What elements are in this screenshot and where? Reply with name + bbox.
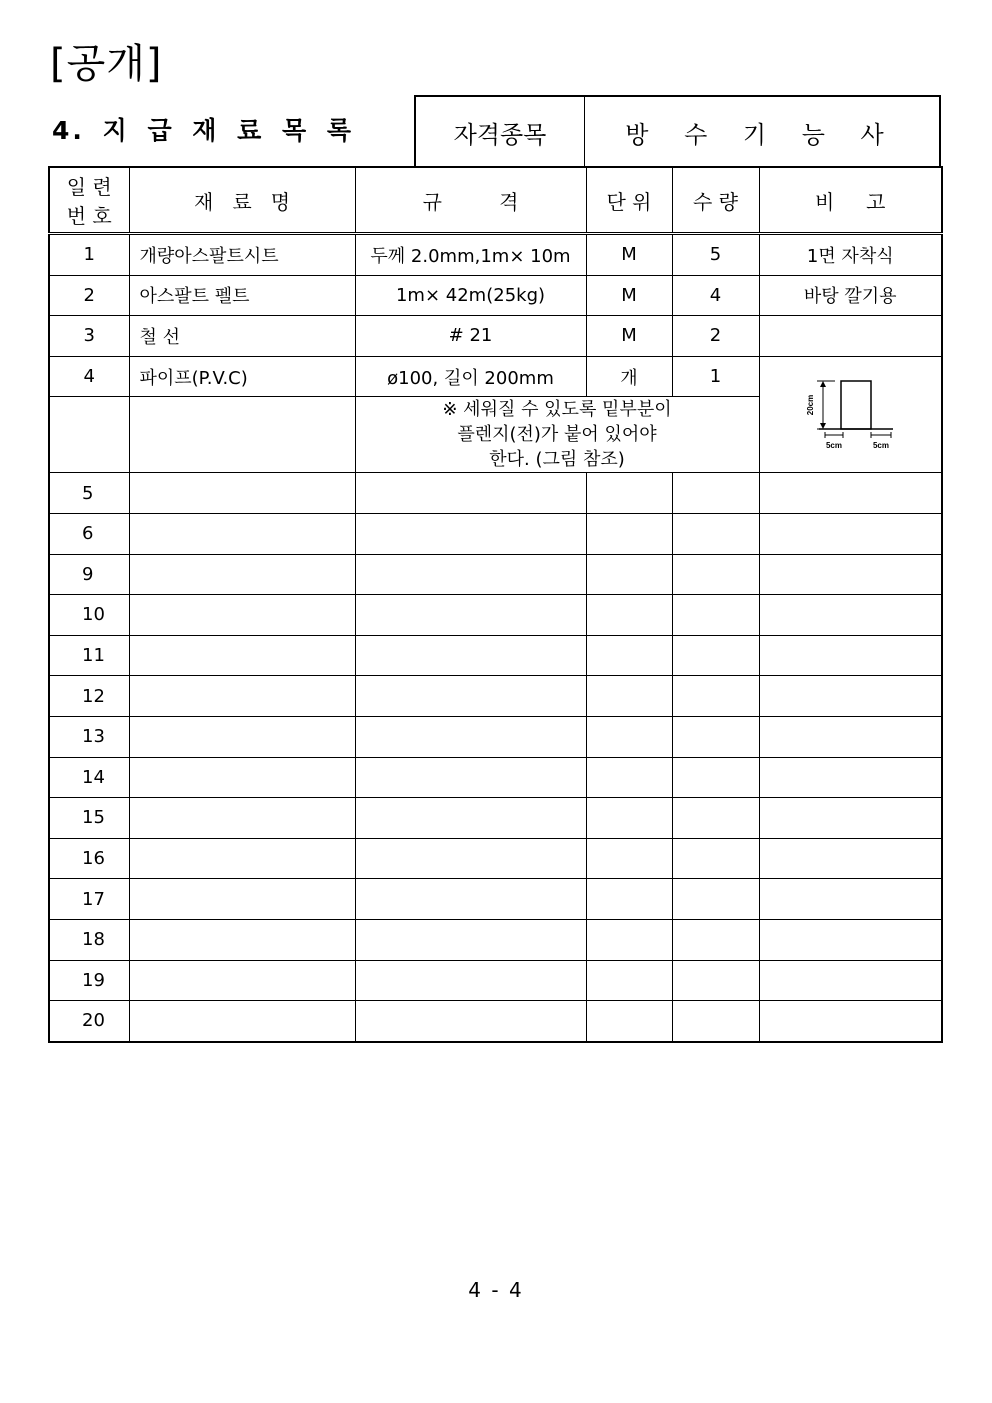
row-number: 3 (49, 316, 129, 357)
material-spec: ø100, 길이 200mm (355, 356, 586, 397)
material-name: 개량아스팔트시트 (129, 234, 355, 276)
table-row (49, 316, 942, 357)
material-qty: 4 (672, 275, 759, 316)
table-row (49, 234, 942, 276)
row-number: 19 (49, 960, 129, 1001)
table-row (49, 798, 942, 839)
page-number: 4 - 4 (468, 1278, 524, 1302)
section-header (48, 95, 943, 167)
left-width-label: 5cm (826, 440, 843, 450)
section-title: 4. 지 급 재 료 목 록 (52, 116, 355, 145)
row-number: 13 (49, 716, 129, 757)
table-row (49, 879, 942, 920)
table-row (49, 1001, 942, 1042)
header-serial-number: 일 련 번 호 (49, 167, 129, 234)
material-unit: 개 (586, 356, 672, 397)
header-spec: 규 격 (355, 167, 586, 234)
header-material-name: 재 료 명 (129, 167, 355, 234)
row-number: 18 (49, 919, 129, 960)
pipe-flange-diagram (795, 375, 905, 455)
arrow-down-icon (820, 423, 826, 429)
material-name (129, 397, 355, 473)
row-number: 2 (49, 275, 129, 316)
row-number: 4 (49, 356, 129, 397)
table-row (49, 960, 942, 1001)
row-number: 16 (49, 838, 129, 879)
pipe-note: ※ 세워질 수 있도록 밑부분이 플렌지(전)가 붙어 있어야 한다. (그림 참조) (355, 397, 759, 473)
row-number: 9 (49, 554, 129, 595)
table-row (49, 554, 942, 595)
right-width-label: 5cm (873, 440, 890, 450)
row-number: 10 (49, 595, 129, 636)
material-unit: M (586, 275, 672, 316)
row-number: 1 (49, 234, 129, 276)
material-spec: 두께 2.0mm,1m× 10m (355, 234, 586, 276)
table-row (49, 838, 942, 879)
row-number: 14 (49, 757, 129, 798)
table-row (49, 676, 942, 717)
arrow-up-icon (820, 381, 826, 387)
table-row (49, 473, 942, 514)
row-number (49, 397, 129, 473)
row-number: 20 (49, 1001, 129, 1042)
table-row (49, 919, 942, 960)
table-row (49, 635, 942, 676)
table-row (49, 356, 942, 397)
material-name: 철 선 (129, 316, 355, 357)
pipe-body-shape (841, 381, 871, 429)
row-number: 11 (49, 635, 129, 676)
table-row (49, 757, 942, 798)
material-remark: 바탕 깔기용 (759, 275, 942, 316)
table-row (49, 513, 942, 554)
row-number: 17 (49, 879, 129, 920)
table-row (49, 275, 942, 316)
material-unit: M (586, 316, 672, 357)
header-remark: 비 고 (759, 167, 942, 234)
material-unit: M (586, 234, 672, 276)
material-spec: # 21 (355, 316, 586, 357)
material-qty: 5 (672, 234, 759, 276)
document-tag: [공개] (50, 41, 163, 87)
row-number: 5 (49, 473, 129, 514)
row-number: 15 (49, 798, 129, 839)
material-spec: 1m× 42m(25kg) (355, 275, 586, 316)
material-name: 아스팔트 펠트 (129, 275, 355, 316)
qualification-label: 자격종목 (414, 95, 585, 167)
materials-table (48, 166, 943, 1043)
height-label: 20cm (806, 394, 816, 415)
qualification-value: 방 수 기 능 사 (584, 95, 941, 167)
table-row (49, 716, 942, 757)
header-quantity: 수 량 (672, 167, 759, 234)
material-qty: 1 (672, 356, 759, 397)
material-qty: 2 (672, 316, 759, 357)
row-number: 6 (49, 513, 129, 554)
table-row (49, 595, 942, 636)
table-header-row (49, 167, 942, 234)
row-number: 12 (49, 676, 129, 717)
pipe-figure-cell (759, 356, 942, 473)
material-remark (759, 316, 942, 357)
header-unit: 단 위 (586, 167, 672, 234)
material-name: 파이프(P.V.C) (129, 356, 355, 397)
material-remark: 1면 자착식 (759, 234, 942, 276)
